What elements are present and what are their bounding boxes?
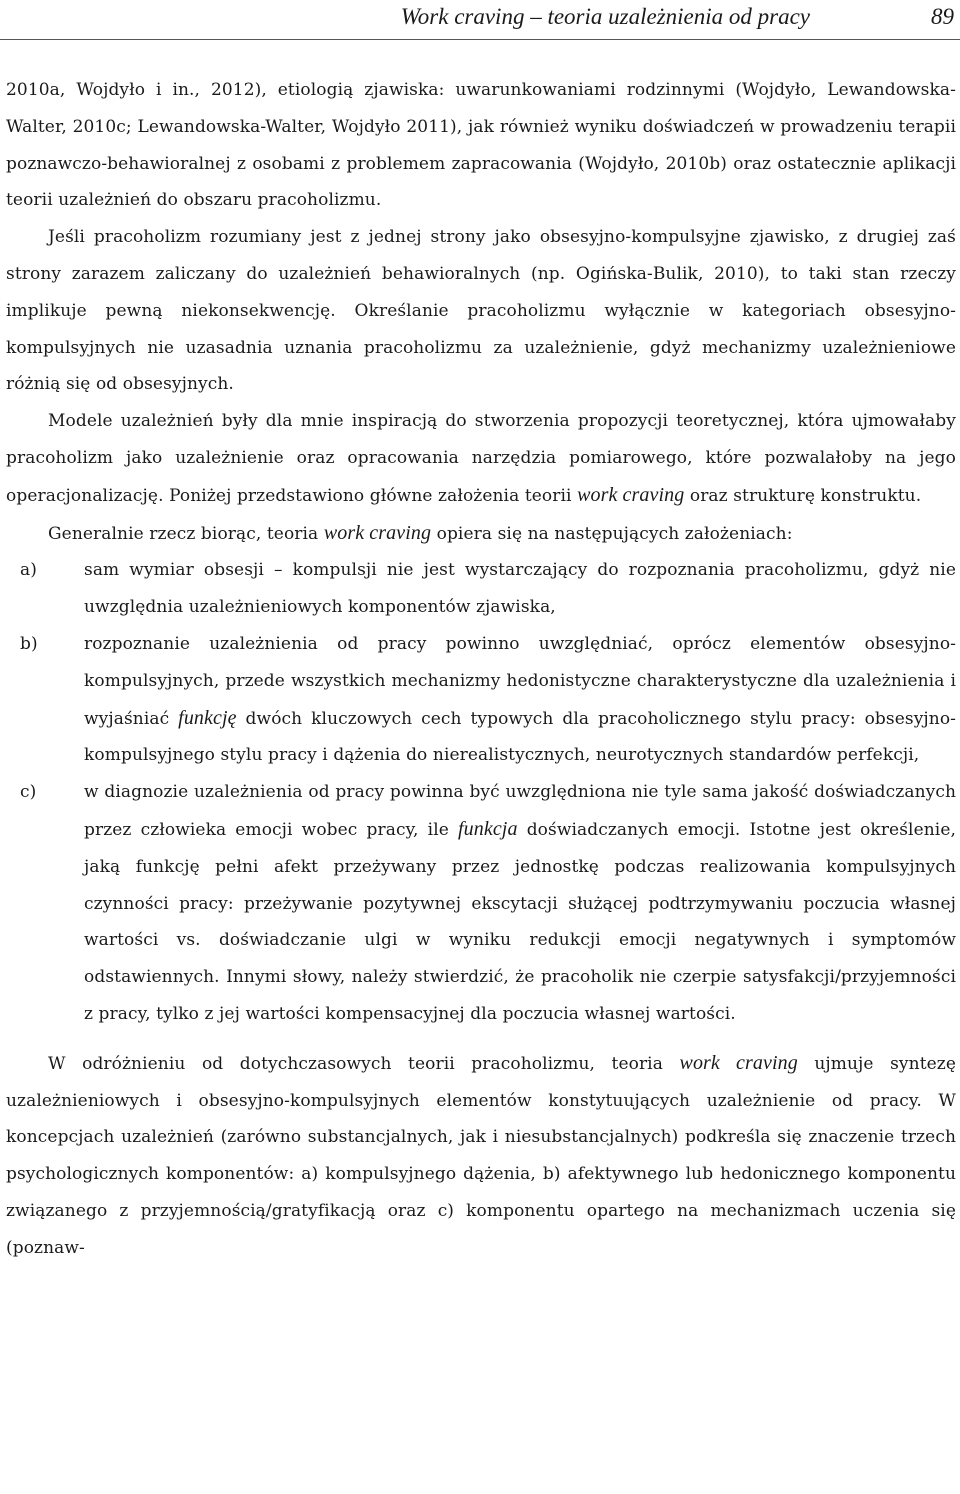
list-marker-a: a) bbox=[20, 560, 37, 581]
list-item-a-text: sam wymiar obsesji – kompulsji nie jest wystarczający do rozpoznania pracoholizmu, gdyż nie uwzględnia uzależnieniowych komponentów zjawiska, bbox=[84, 560, 956, 618]
paragraph-3 bbox=[6, 403, 956, 514]
paragraph-2: Jeśli pracoholizm rozumiany jest z jednej strony jako obsesyjno-kompulsyjne zjawisko, z drugiej zaś strony zarazem zaliczany do uzależnień behawioralnych (np. Ogińska-Bulik, 2010), to taki stan rzeczy implikuje pewną niekonsekwencję. Określanie pracoholizmu wyłącznie w kategoriach obsesyjno-kompulsyjnych nie uzasadnia uznania pracoholizmu za uzależnienie, gdyż mechanizmy uzależnieniowe różnią się od obsesyjnych. bbox=[6, 227, 956, 395]
paragraph-4 bbox=[6, 515, 956, 553]
paragraph-4-text-b: opiera się na następujących założeniach: bbox=[431, 523, 793, 544]
list-item-b-emphasis: funkcję bbox=[178, 706, 237, 729]
page-body bbox=[6, 72, 956, 1267]
paragraph-5-emphasis: work craving bbox=[679, 1051, 798, 1074]
list-marker-b: b) bbox=[20, 633, 38, 654]
list-item-b-text-a: rozpoznanie uzależnienia od pracy powinno uwzględniać, oprócz elementów obsesyjno-kompulsyjnych, przede wszystkich mechanizmy hedonistyczne charakterystyczne dla uzależnienia i wyjaśniać bbox=[84, 633, 956, 729]
list-item-b-text-b: dwóch kluczowych cech typowych dla pracoholicznego stylu pracy: obsesyjno-kompulsyjnego stylu pracy i dążenia do nierealistycznych, neurotycznych standardów perfekcji, bbox=[84, 708, 957, 766]
list-item-c-text-a: w diagnozie uzależnienia od pracy powinna być uwzględniona nie tyle sama jakość doświadczanych przez człowieka emocji wobec pracy, ile bbox=[84, 782, 956, 840]
list-marker-c: c) bbox=[20, 782, 37, 803]
assumptions-list bbox=[6, 552, 956, 1032]
running-title: Work craving – teoria uzależnienia od pracy bbox=[400, 4, 810, 29]
paragraph-3-emphasis: work craving bbox=[577, 483, 685, 506]
paragraph-5-text-a: W odróżnieniu od dotychczasowych teorii pracoholizmu, teoria bbox=[48, 1053, 680, 1074]
paragraph-3-text-b: oraz strukturę konstruktu. bbox=[684, 485, 922, 506]
paragraph-1: 2010a, Wojdyło i in., 2012), etiologią zjawiska: uwarunkowaniami rodzinnymi (Wojdyło, Lewandowska-Walter, 2010c; Lewandowska-Walter, Wojdyło 2011), jak również wyniku doświadczeń w prowadzeniu terapii poznawczo-behawioralnej z osobami z problemem zapracowania (Wojdyło, 2010b) oraz ostatecznie aplikacji teorii uzależnień do obszaru pracoholizmu. bbox=[6, 80, 956, 211]
paragraph-5-text-b: ujmuje syntezę uzależnieniowych i obsesyjno-kompulsyjnych elementów konstytuujących uzależnienie od pracy. W koncepcjach uzależnień (zarówno substancjalnych, jak i niesubstancjalnych) podkreśla się znaczenie trzech psychologicznych komponentów: a) kompulsyjnego dążenia, b) afektywnego lub hedonicznego komponentu związanego z przyjemnością/gratyfikacją oraz c) komponentu opartego na mechanizmach uczenia się (poznaw- bbox=[6, 1053, 956, 1258]
list-item-c-text-b: doświadczanych emocji. Istotne jest określenie, jaką funkcję pełni afekt przeżywany przez jednostkę podczas realizowania kompulsyjnych czynności pracy: przeżywanie pozytywnej ekscytacji służącej podtrzymywaniu poczucia własnej wartości vs. doświadczanie ulgi w wyniku redukcji emocji negatywnych i symptomów odstawiennych. Innymi słowy, należy stwierdzić, że pracoholik nie czerpie satysfakcji/przyjemności z pracy, tylko z jej wartości kompensacyjnej dla poczucia własnej wartości. bbox=[84, 819, 956, 1024]
running-header bbox=[0, 0, 960, 40]
list-item-c-emphasis: funkcja bbox=[458, 817, 518, 840]
paragraph-4-emphasis: work craving bbox=[323, 521, 432, 544]
paragraph-5 bbox=[6, 1045, 956, 1267]
list-item-c bbox=[6, 774, 956, 1033]
paragraph-4-text-a: Generalnie rzecz biorąc, teoria bbox=[48, 523, 324, 544]
paragraph-3-text-a: Modele uzależnień były dla mnie inspiracją do stworzenia propozycji teoretycznej, która ujmowałaby pracoholizm jako uzależnienie oraz opracowania narzędzia pomiarowego, które pozwalałoby na jego operacjonalizację. Poniżej przedstawiono główne założenia teorii bbox=[6, 411, 956, 506]
page-number: 89 bbox=[931, 4, 954, 29]
list-item-a bbox=[6, 552, 956, 626]
list-item-b bbox=[6, 626, 956, 774]
